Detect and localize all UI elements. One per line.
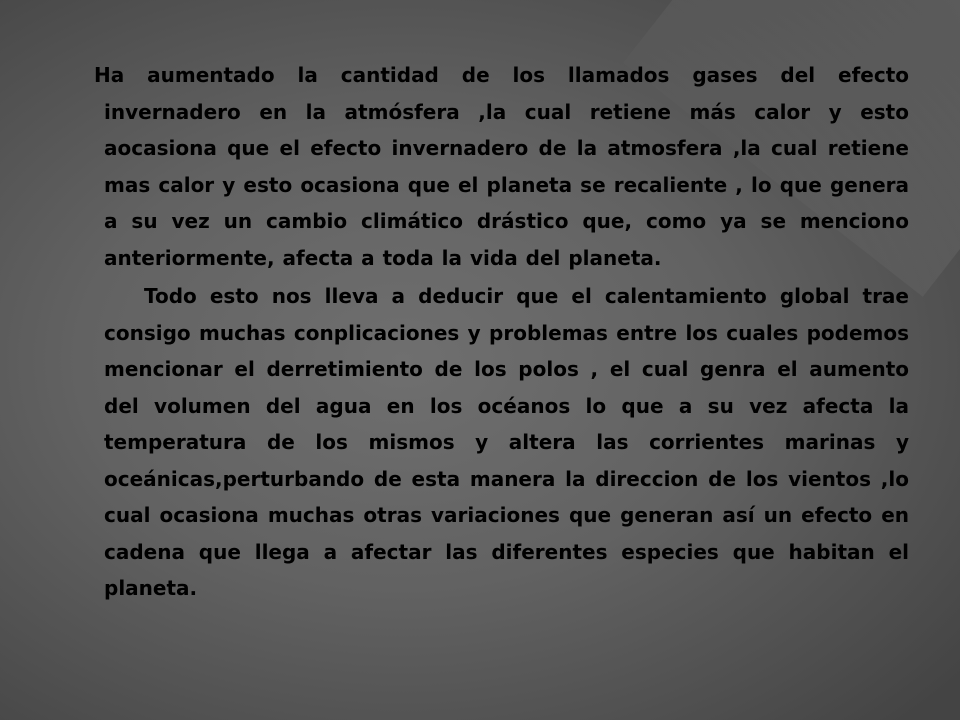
- paragraph-global-warming-consequences: Todo esto nos lleva a deducir que el calentamiento global trae consigo muchas conplicaciones y problemas entre los cuales podemos mencionar el derretimiento de los polos , el cual genra el aumento del volumen del agua en los océanos lo que a su vez afecta la temperatura de los mismos y altera las corrientes marinas y oceánicas,perturbando de esta manera la direccion de los vientos ,lo cual ocasiona muchas otras variaciones que generan así un efecto en cadena que llega a afectar las diferentes especies que habitan el planeta.: [104, 284, 909, 600]
- slide-text-body: [94, 57, 909, 607]
- paragraph-greenhouse-effect: Ha aumentado la cantidad de los llamados gases del efecto invernadero en la atmósfera ,la cual retiene más calor y esto aocasiona que el efecto invernadero de la atmosfera ,la cual retiene mas calor y esto ocasiona que el planeta se recaliente , lo que genera a su vez un cambio climático drástico que, como ya se menciono anteriormente, afecta a toda la vida del planeta.: [94, 63, 909, 270]
